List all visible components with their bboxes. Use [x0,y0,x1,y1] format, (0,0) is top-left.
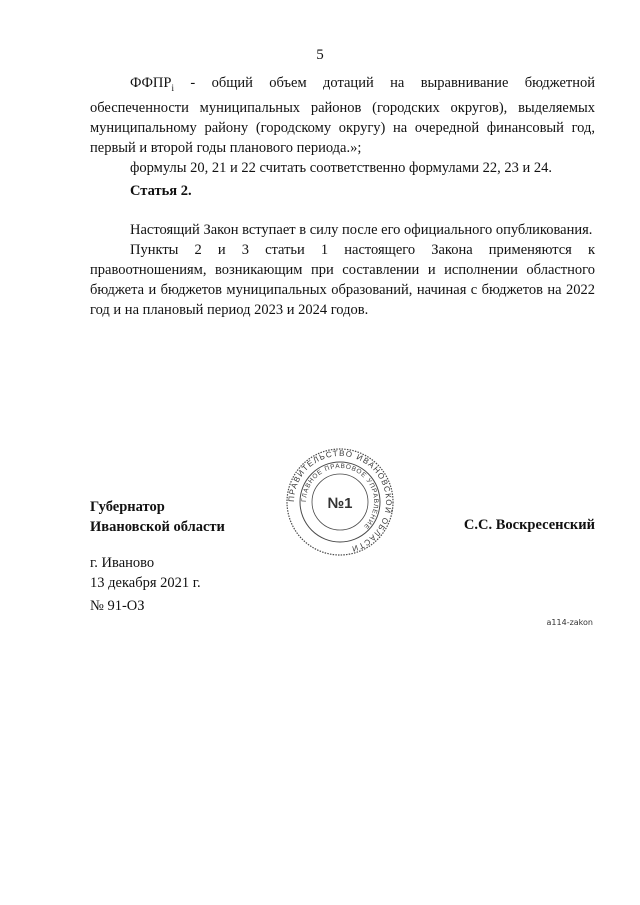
article-heading: Статья 2. [130,183,192,199]
page-number: 5 [316,47,324,63]
signatory-title [90,497,225,537]
body-text-block-2 [90,220,595,320]
signatory-title-line-2: Ивановской области [90,519,225,535]
seal-center-number: №1 [327,495,353,512]
seal-outer-text: ПРАВИТЕЛЬСТВО ИВАНОВСКОЙ ОБЛАСТИ [286,448,394,554]
formula-renumbering-paragraph: формулы 20, 21 и 22 считать соответственно формулами 22, 23 и 24. [130,159,553,176]
official-seal [285,447,395,557]
application-paragraph: Пункты 2 и 3 статьи 1 настоящего Закона применяются к правоотношениям, возникающим при составлении и исполнении областного бюджета и бюджетов муниципальных образований, начиная с бюджетов на 2022 год и на плановый период 2023 и 2024 годов. [90,242,595,318]
formula-definition-text: - общий объем дотаций на выравнивание бюджетной обеспеченности муниципальных районов (городских округов), выделяемых муниципальному району (городскому округу) на очередной финансовый год, первый и второй годы планового периода.»; [90,75,595,156]
place: г. Иваново [90,555,155,571]
formula-subscript: i [171,82,174,93]
entry-into-force-paragraph: Настоящий Закон вступает в силу после его официального опубликования. [130,222,593,238]
place-and-date [90,553,201,593]
signatory-title-line-1: Губернатор [90,499,165,515]
signatory-name: С.С. Воскресенский [463,517,595,533]
seal-inner-text: ГЛАВНОЕ ПРАВОВОЕ УПРАВЛЕНИЕ [300,462,380,531]
signing-date: 13 декабря 2021 г. [90,575,201,591]
formula-symbol: ФФПР [130,75,172,91]
body-text-block-1 [90,73,595,178]
law-number: № 91-ОЗ [90,598,145,614]
document-code: a114-zakon [546,618,593,627]
formula-definition-paragraph [90,73,595,158]
